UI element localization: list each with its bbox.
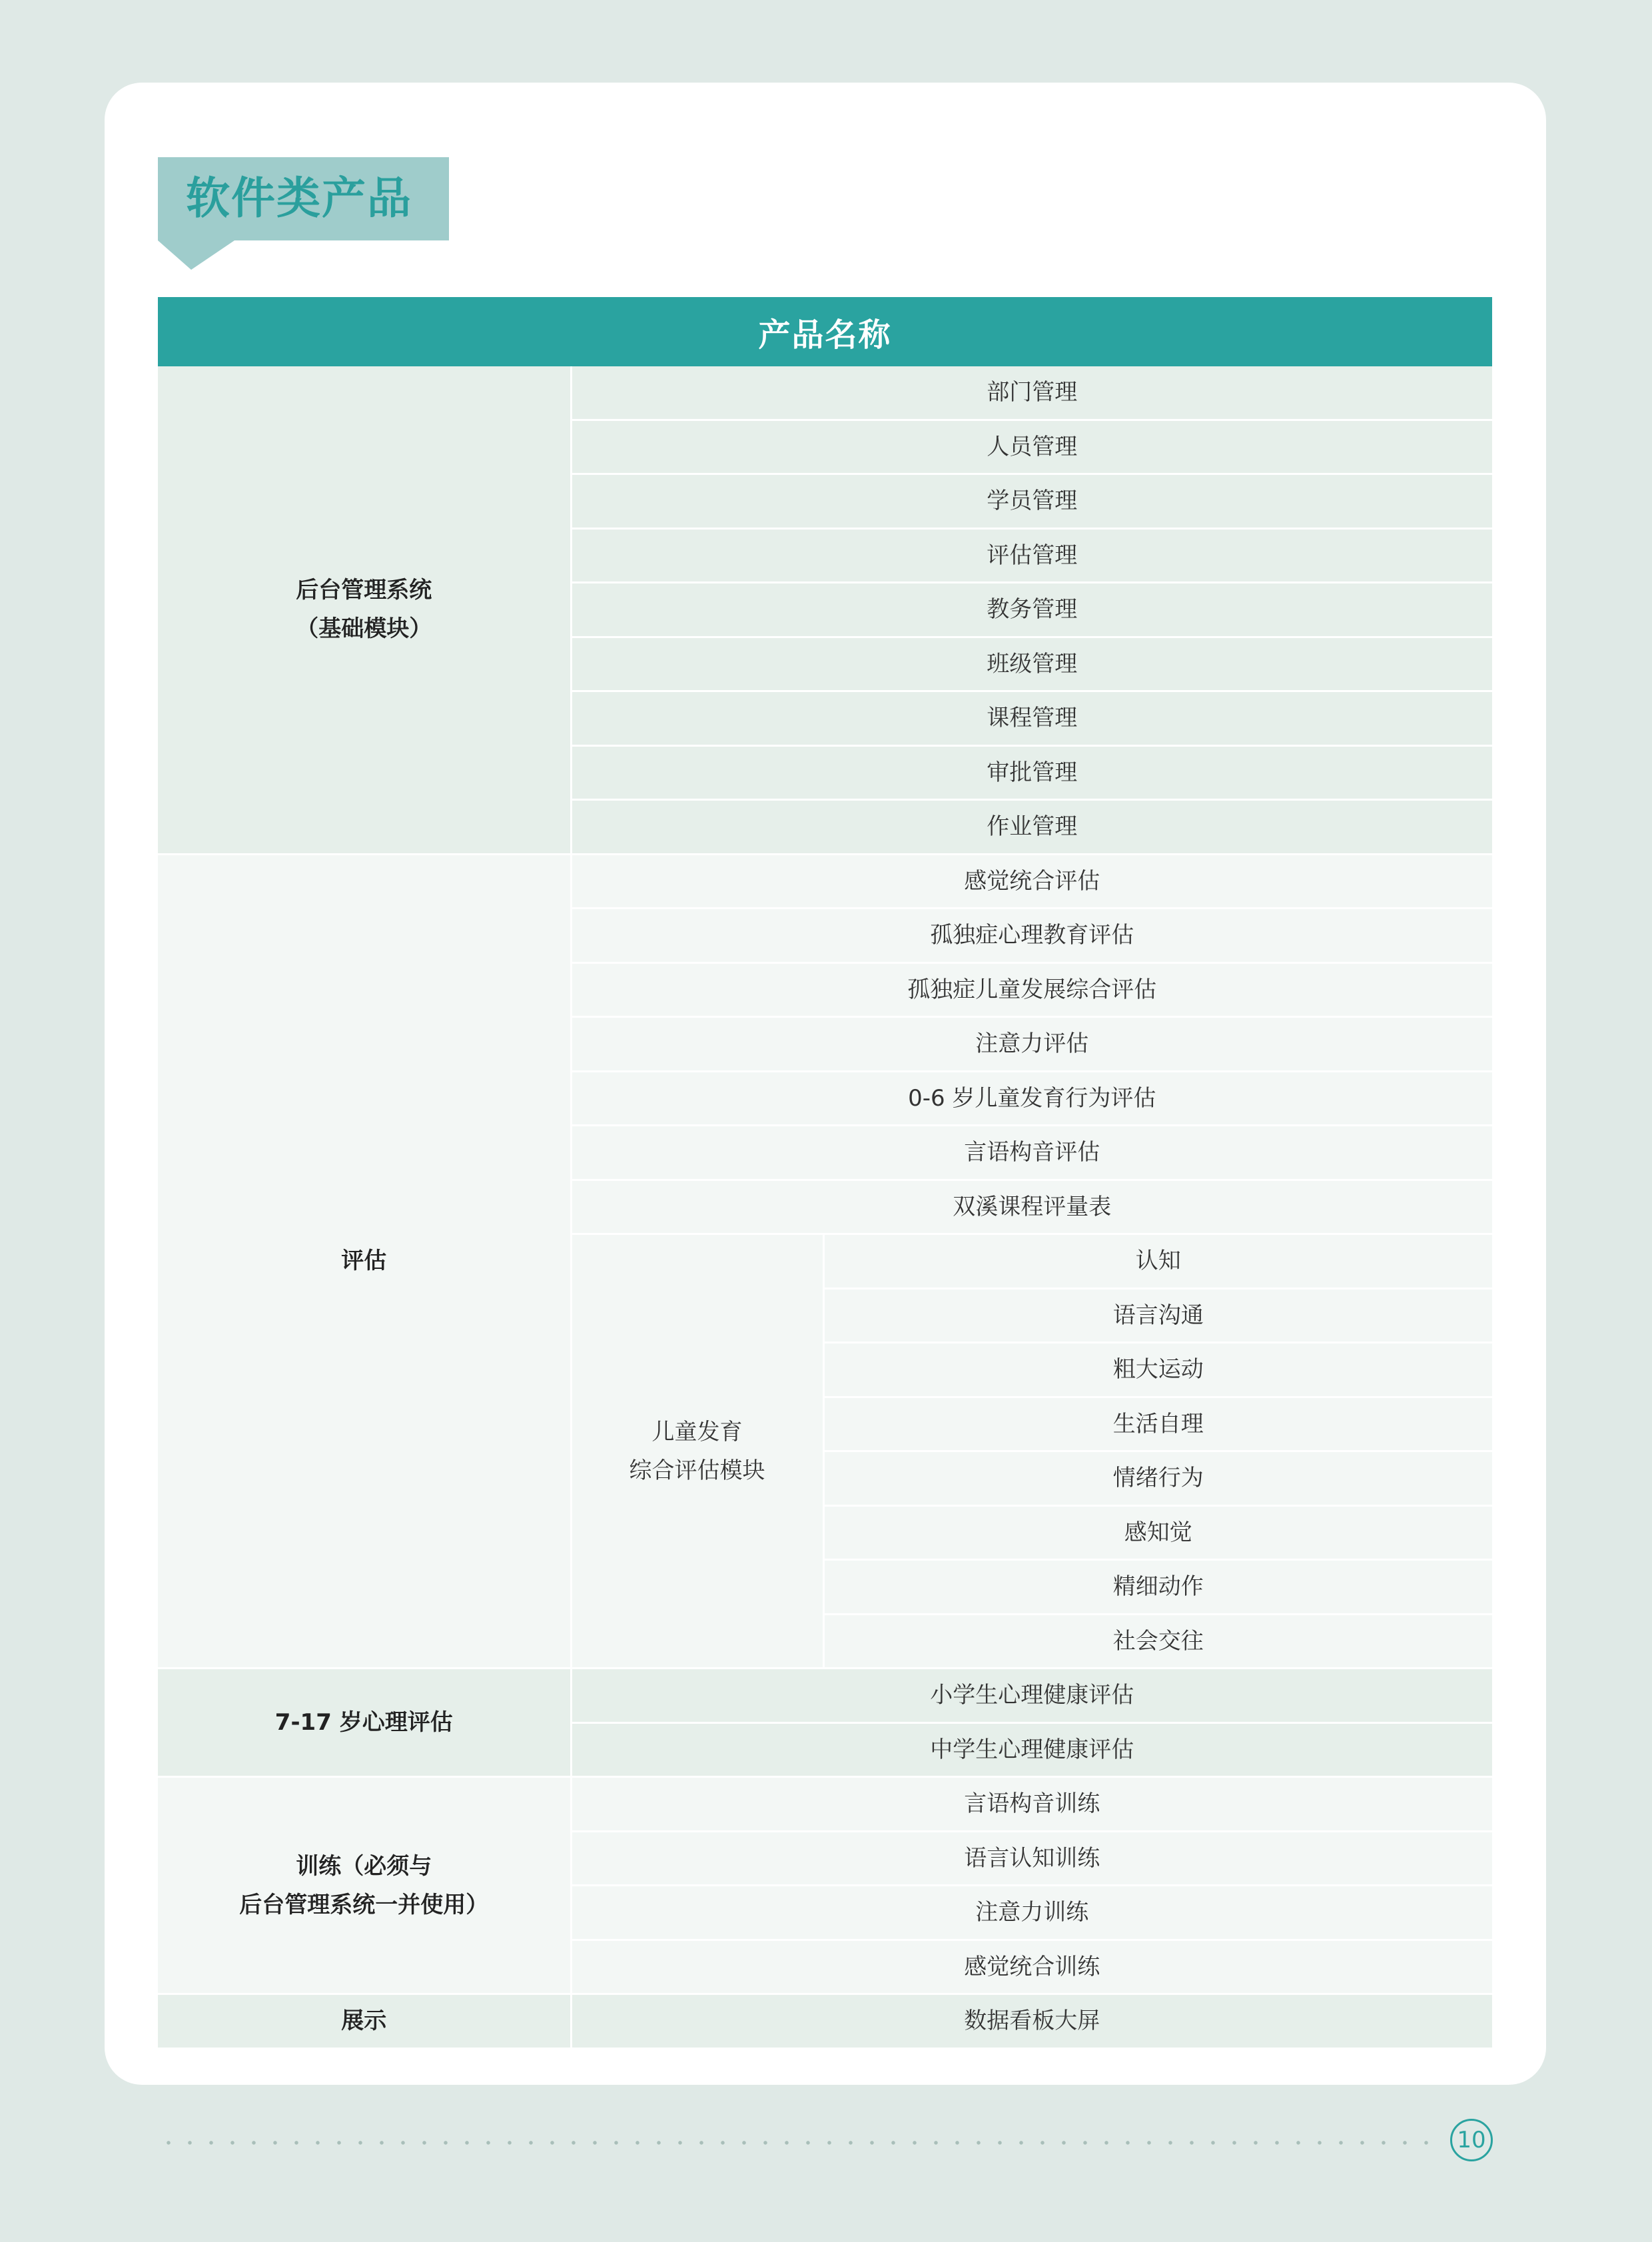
group-label-training: 训练（必须与 后台管理系统一并使用） — [158, 1777, 571, 1994]
table-cell: 生活自理 — [823, 1397, 1492, 1451]
table-cell: 言语构音评估 — [571, 1126, 1492, 1180]
table-cell: 语言沟通 — [823, 1288, 1492, 1343]
table-header: 产品名称 — [158, 297, 1492, 366]
table-cell: 精细动作 — [823, 1560, 1492, 1615]
group-label-display: 展示 — [158, 1994, 571, 2049]
group-label-backend: 后台管理系统 （基础模块） — [158, 366, 571, 854]
table-cell: 中学生心理健康评估 — [571, 1722, 1492, 1777]
group-label-assessment: 评估 — [158, 854, 571, 1669]
table-cell: 数据看板大屏 — [571, 1994, 1492, 2049]
table-cell: 注意力训练 — [571, 1886, 1492, 1940]
table-cell: 作业管理 — [571, 800, 1492, 855]
section-title-tag — [158, 157, 449, 240]
table-cell: 感觉统合训练 — [571, 1940, 1492, 1994]
table-cell: 言语构音训练 — [571, 1777, 1492, 1832]
table-cell: 评估管理 — [571, 528, 1492, 583]
table-cell: 孤独症儿童发展综合评估 — [571, 962, 1492, 1017]
table-cell: 课程管理 — [571, 691, 1492, 746]
section-title: 软件类产品 — [186, 173, 412, 224]
table-cell: 情绪行为 — [823, 1451, 1492, 1506]
product-table — [158, 297, 1492, 2050]
table-cell: 感觉统合评估 — [571, 854, 1492, 909]
table-cell: 社会交往 — [823, 1614, 1492, 1669]
table-cell: 认知 — [823, 1234, 1492, 1289]
table-cell: 注意力评估 — [571, 1017, 1492, 1072]
page-number: 10 — [1450, 2119, 1493, 2161]
table-cell: 孤独症心理教育评估 — [571, 909, 1492, 963]
table-cell: 双溪课程评量表 — [571, 1180, 1492, 1234]
table-cell: 0-6 岁儿童发育行为评估 — [571, 1071, 1492, 1126]
group-label-psych: 7-17 岁心理评估 — [158, 1669, 571, 1777]
table-cell: 小学生心理健康评估 — [571, 1669, 1492, 1723]
table-cell: 学员管理 — [571, 474, 1492, 529]
dotted-divider — [158, 2140, 1444, 2145]
table-cell: 粗大运动 — [823, 1343, 1492, 1397]
table-cell: 教务管理 — [571, 583, 1492, 637]
table-cell: 感知觉 — [823, 1505, 1492, 1560]
table-cell: 班级管理 — [571, 637, 1492, 691]
table-cell: 语言认知训练 — [571, 1831, 1492, 1886]
table-cell: 人员管理 — [571, 420, 1492, 474]
submodule-label: 儿童发育 综合评估模块 — [571, 1234, 823, 1669]
table-cell: 部门管理 — [571, 366, 1492, 420]
title-tag-pointer — [158, 240, 234, 270]
table-cell: 审批管理 — [571, 745, 1492, 800]
